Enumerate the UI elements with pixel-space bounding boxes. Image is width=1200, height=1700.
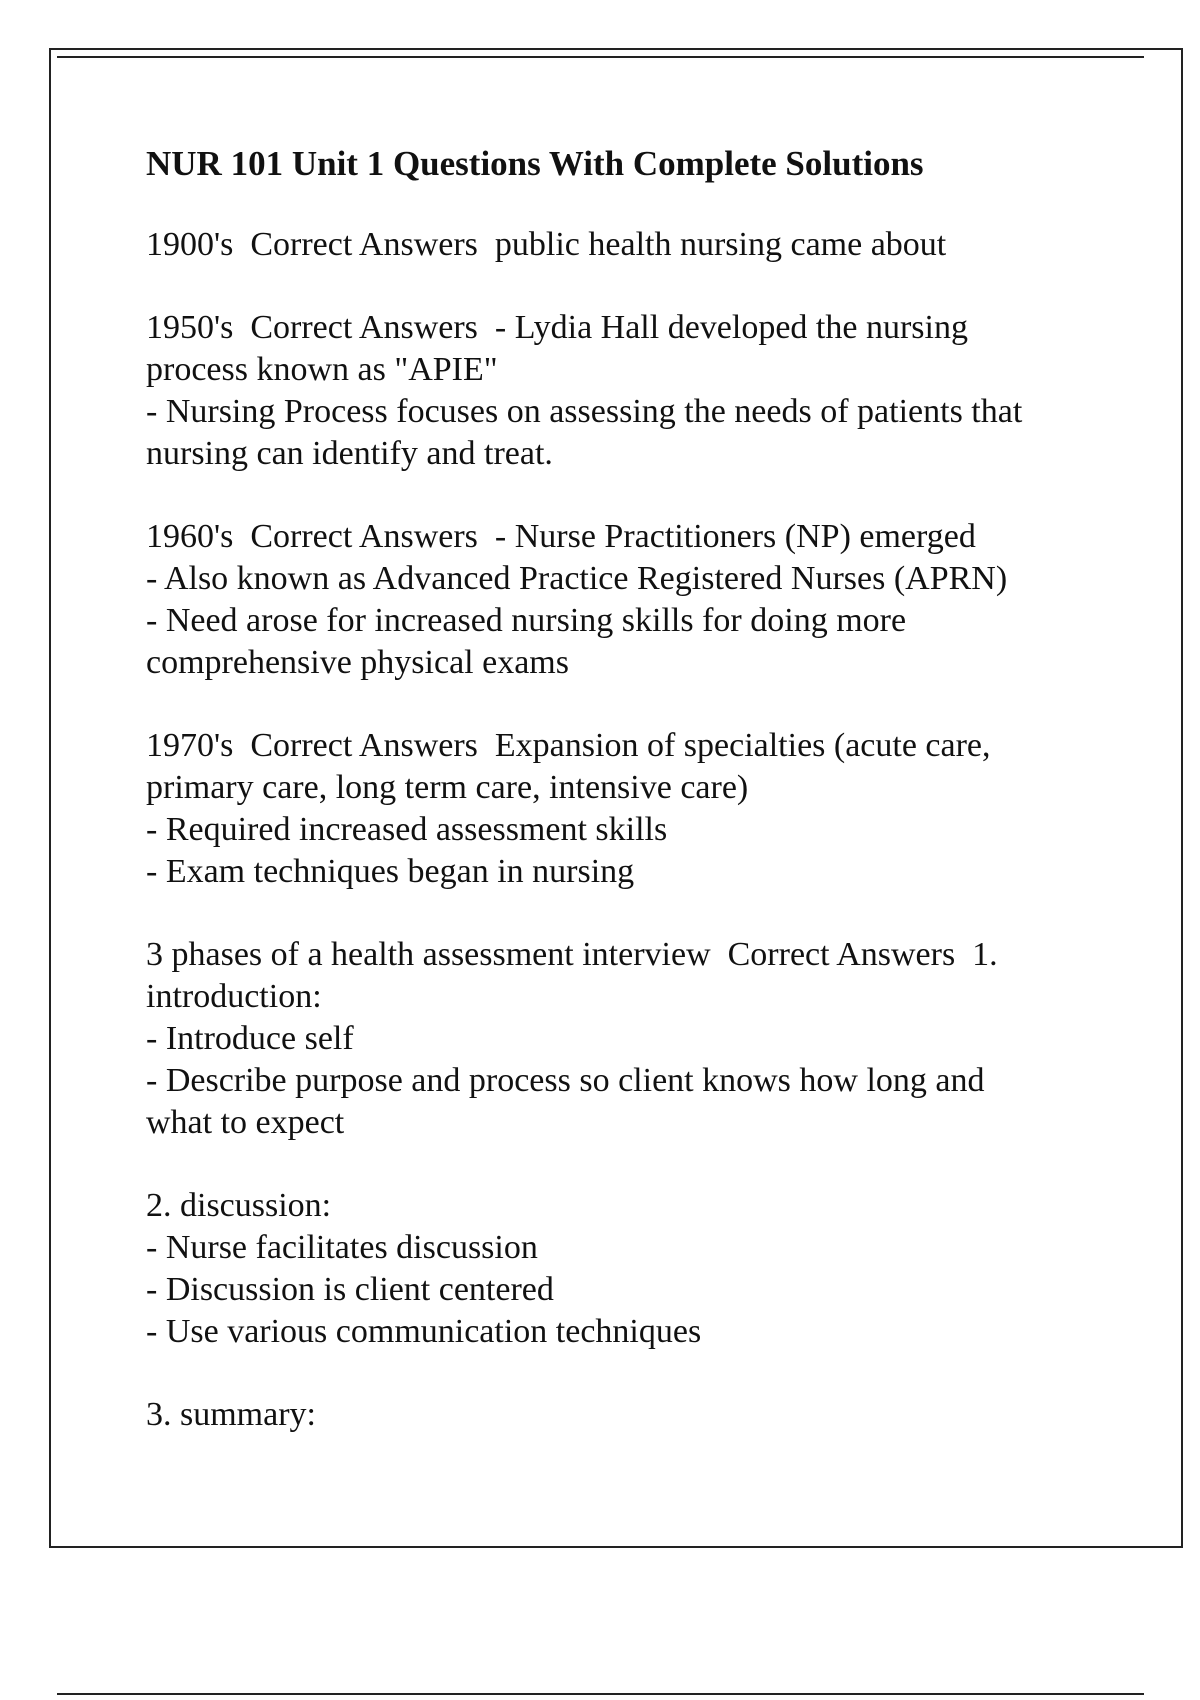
entry-line: - Introduce self — [146, 1020, 354, 1057]
entry-line: 1970's Correct Answers Expansion of specialties (acute care, — [146, 727, 991, 764]
document-title: NUR 101 Unit 1 Questions With Complete Solutions — [146, 144, 924, 183]
entry-line: - Need arose for increased nursing skills for doing more — [146, 602, 907, 639]
entry-line: what to expect — [146, 1104, 345, 1141]
document-body — [146, 142, 1106, 1477]
entry-line: - Use various communication techniques — [146, 1313, 702, 1350]
entry-line: 1900's Correct Answers public health nursing came about — [146, 226, 947, 263]
entry-line: 3. summary: — [146, 1396, 316, 1433]
entry-line: 1960's Correct Answers - Nurse Practitioners (NP) emerged — [146, 518, 976, 555]
entry-line: comprehensive physical exams — [146, 644, 569, 681]
entry-line: introduction: — [146, 978, 322, 1015]
entry-1900s — [146, 224, 1106, 266]
entry-line: - Required increased assessment skills — [146, 811, 668, 848]
entry-line: process known as "APIE" — [146, 351, 498, 388]
entry-line: 1950's Correct Answers - Lydia Hall developed the nursing — [146, 309, 968, 346]
entry-summary — [146, 1394, 1106, 1436]
entry-line: 3 phases of a health assessment interview Correct Answers 1. — [146, 936, 998, 973]
entry-line: - Nurse facilitates discussion — [146, 1229, 538, 1266]
entry-1960s — [146, 516, 1106, 684]
entry-line: - Nursing Process focuses on assessing the needs of patients that — [146, 393, 1023, 430]
entry-line: nursing can identify and treat. — [146, 435, 553, 472]
entry-line: - Discussion is client centered — [146, 1271, 554, 1308]
entry-line: 2. discussion: — [146, 1187, 332, 1224]
bottom-rule — [57, 1693, 1144, 1695]
entry-interview-phases — [146, 934, 1106, 1144]
entry-line: - Also known as Advanced Practice Registered Nurses (APRN) — [146, 560, 1008, 597]
entry-1970s — [146, 725, 1106, 893]
entry-1950s — [146, 307, 1106, 475]
entry-line: primary care, long term care, intensive care) — [146, 769, 749, 806]
top-rule — [57, 56, 1144, 58]
entry-line: - Describe purpose and process so client knows how long and — [146, 1062, 985, 1099]
entry-line: - Exam techniques began in nursing — [146, 853, 635, 890]
entry-discussion — [146, 1185, 1106, 1353]
